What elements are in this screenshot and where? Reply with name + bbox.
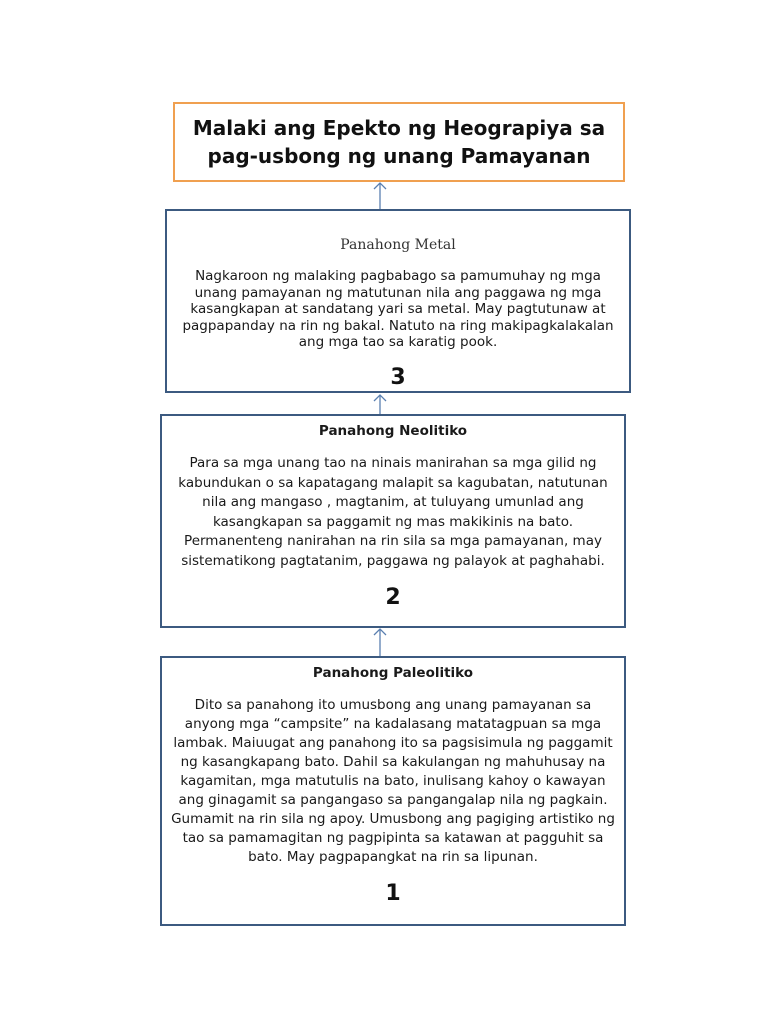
step-number: 2 xyxy=(385,585,401,610)
step-description: Dito sa panahong ito umusbong ang unang pamayanan sa anyong mga “campsite” na kadalasang matatagpuan sa mga lambak. Maiuugat ang panahong ito sa pagsisimula ng paggamit ng kasangkapang bato. Dahil sa kakulangan ng mahuhusay na kagamitan, mga matutulis na bato, inulisang kahoy o kawayan ang ginagamit sa pangangaso sa pangangalap nila ng pagkain. Gumamit na rin sila ng apoy. Umusbong ang pagiging artistiko ng tao sa pamamagitan ng pagpipinta sa katawan at pagguhit sa bato. May pagpapangkat na rin sa lipunan. xyxy=(171,697,615,865)
step-number: 3 xyxy=(390,364,406,390)
step-heading: Panahong Paleolitiko xyxy=(312,665,474,681)
step-number: 1 xyxy=(385,881,401,906)
step-description: Nagkaroon ng malaking pagbabago sa pamumuhay ng mga unang pamayanan ng matutunan nila ang paggawa ng mga kasangkapan at sandatang yari sa metal. May pagtutunaw at pagpapanday na rin ng bakal. Natuto na ring makipagkalakalan ang mga tao sa karatig pook. xyxy=(182,268,614,350)
arrow-connector-neolitiko-to-metal xyxy=(370,392,390,416)
step-box-paleolitiko xyxy=(160,656,626,926)
step-heading: Panahong Neolitiko xyxy=(318,423,468,439)
step-box-neolitiko xyxy=(160,414,626,628)
step-heading: Panahong Metal xyxy=(340,237,456,253)
title-box xyxy=(173,102,625,182)
diagram-title: Malaki ang Epekto ng Heograpiya sa pag-usbong ng unang Pamayanan xyxy=(192,116,606,168)
arrow-connector-metal-to-title xyxy=(370,180,390,210)
step-box-metal xyxy=(165,209,631,393)
step-description: Para sa mga unang tao na ninais manirahan sa mga gilid ng kabundukan o sa kapatagang malapit sa kagubatan, natutunan nila ang mangaso , magtanim, at tuluyang umunlad ang kasangkapan sa paggamit ng mas makikinis na bato. Permanenteng nanirahan na rin sila sa mga pamayanan, may sistematikong pagtatanim, paggawa ng palayok at paghahabi. xyxy=(178,455,608,569)
arrow-connector-paleolitiko-to-neolitiko xyxy=(370,626,390,658)
